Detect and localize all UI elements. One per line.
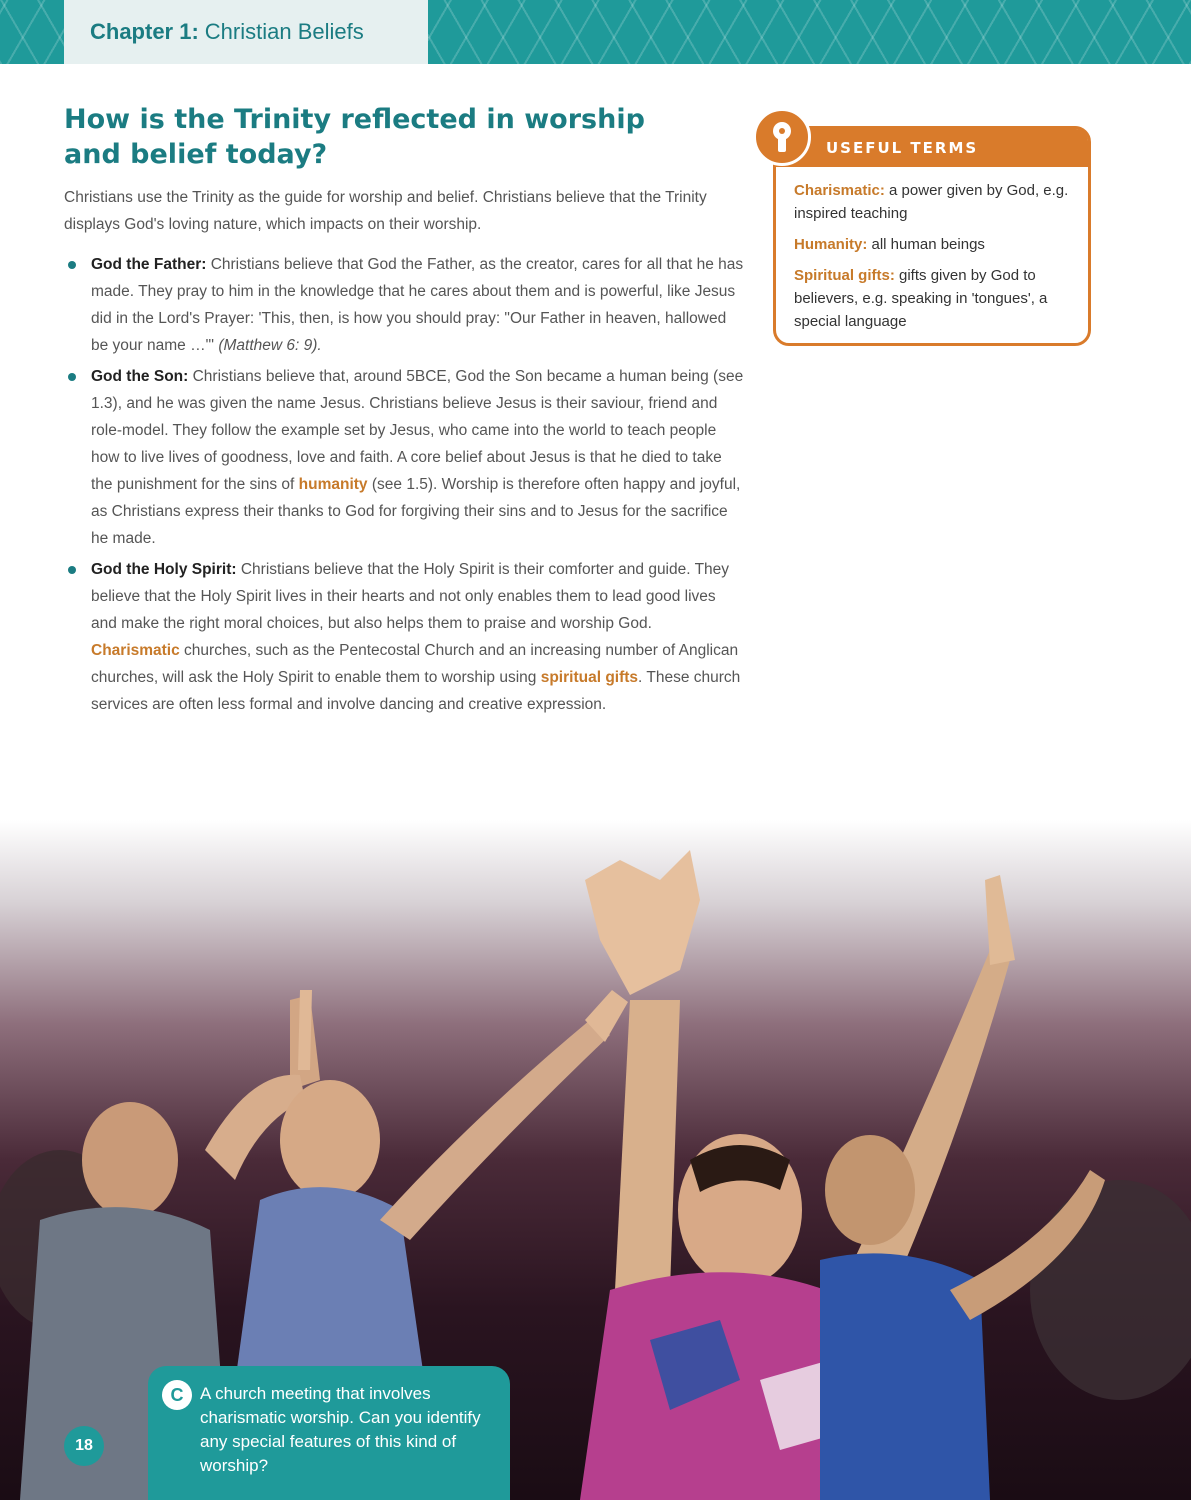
bullet-god-father [64, 251, 744, 359]
bullet-text: Christians believe that, around 5BCE, God the Son became a human being (see 1.3), and he was given the name Jesus. Christians believe Jesus is their saviour, friend and role-model. They follow the example set by Jesus, who came into the world to teach people how to live lives of goodness, love and faith. A core belief about Jesus is that he died to take the punishment for the sins of [91, 368, 744, 493]
term-entry [794, 264, 1074, 333]
bible-reference: (Matthew 6: 9). [214, 337, 322, 354]
bullet-dot [68, 373, 76, 381]
term-word: Humanity: [794, 236, 868, 253]
term-definition: a power given by God, e.g. inspired teaching [794, 182, 1069, 222]
chapter-tab [64, 0, 428, 64]
term-definition: all human beings [867, 236, 985, 253]
keyhole-badge [753, 108, 811, 166]
bullet-term: God the Holy Spirit: [91, 561, 237, 578]
bullet-god-son [64, 363, 744, 552]
bullet-dot [68, 261, 76, 269]
chapter-title: Christian Beliefs [204, 19, 364, 44]
useful-terms-title: USEFUL TERMS [776, 129, 1088, 167]
page-title: How is the Trinity reflected in worship and belief today? [64, 104, 645, 170]
bullet-dot [68, 566, 76, 574]
keyword-humanity: humanity [298, 476, 368, 493]
bullet-text: Christians believe that God the Father, as the creator, cares for all that he has made. They pray to him in the knowledge that he cares about them and is powerful, like Jesus did in the Lord's Prayer: 'This, then, is how you should pray: "Our Father in heaven, hallowed be your name …"' [91, 256, 744, 354]
term-word: Charismatic: [794, 182, 885, 199]
bullet-term: God the Son: [91, 368, 189, 385]
term-word: Spiritual gifts: [794, 267, 895, 284]
bullet-text: . These church services are often less formal and involve dancing and creative expression. [91, 669, 741, 713]
term-definition: gifts given by God to believers, e.g. speaking in 'tongues', a special language [794, 267, 1048, 330]
keyword-charismatic: Charismatic [91, 642, 180, 659]
bullet-text: Christians believe that the Holy Spirit is their comforter and guide. They believe that the Holy Spirit lives in their hearts and not only enables them to lead good lives and make the right moral choices, but also helps them to praise and worship God. [91, 561, 730, 632]
photo-caption [148, 1366, 510, 1500]
intro-paragraph: Christians use the Trinity as the guide for worship and belief. Christians believe that the Trinity displays God's loving nature, which impacts on their worship. [64, 189, 707, 233]
page-number: 18 [64, 1426, 104, 1466]
term-entry [794, 233, 1074, 256]
term-entry [794, 179, 1074, 225]
keyhole-icon [770, 120, 794, 154]
bullet-list [64, 251, 744, 722]
chapter-number: Chapter 1: [90, 19, 199, 44]
terms-list [794, 179, 1074, 341]
bullet-term: God the Father: [91, 256, 207, 273]
bullet-text: churches, such as the Pentecostal Church and an increasing number of Anglican churches, will ask the Holy Spirit to enable them to worship using [91, 642, 739, 686]
caption-text: A church meeting that involves charismatic worship. Can you identify any special features of this kind of worship? [200, 1384, 481, 1475]
bullet-text: (see 1.5). Worship is therefore often happy and joyful, as Christians express their thanks to God for forgiving their sins and to Jesus for the sacrifice he made. [91, 476, 741, 547]
useful-terms-box [773, 126, 1091, 346]
bullet-god-holy-spirit [64, 556, 744, 718]
keyword-spiritual-gifts: spiritual gifts [540, 669, 639, 686]
caption-letter-badge: C [162, 1380, 192, 1410]
